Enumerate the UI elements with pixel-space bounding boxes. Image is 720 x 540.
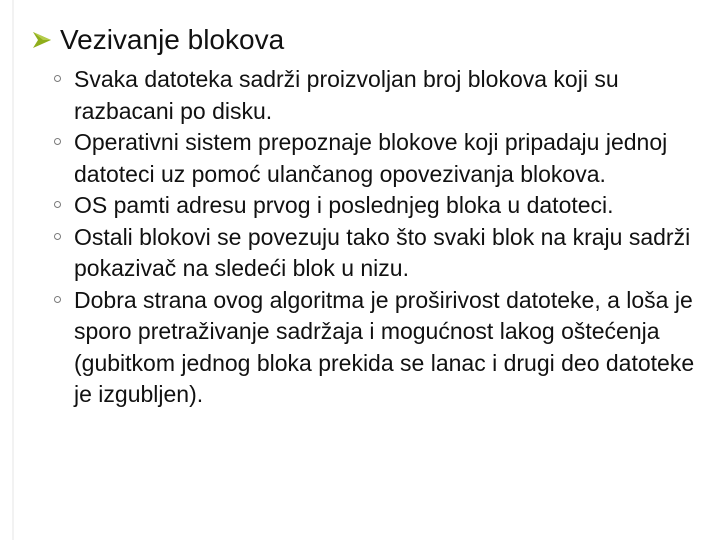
- circle-bullet-icon: [54, 75, 61, 82]
- bullet-item: [50, 127, 710, 190]
- circle-bullet-icon: [54, 233, 61, 240]
- bullet-item: [50, 222, 710, 285]
- bullet-text: Operativni sistem prepoznaje blokove koji pripadaju jednoj datoteci uz pomoć ulančanog opovezivanja blokova.: [74, 129, 668, 187]
- bullet-item: [50, 190, 710, 222]
- bullet-text: Ostali blokovi se povezuju tako što svaki blok na kraju sadrži pokazivač na sledeći blok u nizu.: [74, 223, 691, 281]
- arrow-bullet-icon: [30, 27, 56, 53]
- slide-title-row: [30, 22, 284, 58]
- circle-bullet-icon: [54, 296, 61, 303]
- bullet-item: [50, 64, 710, 127]
- circle-bullet-icon: [54, 138, 61, 145]
- bullet-text: Dobra strana ovog algoritma je proširivost datoteke, a loša je sporo pretraživanje sadržaja i mogućnost lakog oštećenja (gubitkom jednog bloka prekida se lanac i drugi deo datoteke je izgubljen).: [74, 286, 695, 407]
- bullet-item: [50, 285, 710, 411]
- slide-title: Vezivanje blokova: [60, 24, 285, 55]
- circle-bullet-icon: [54, 201, 61, 208]
- bullet-text: OS pamti adresu prvog i poslednjeg bloka u datoteci.: [74, 192, 614, 218]
- bullet-list: [50, 64, 710, 411]
- left-rule: [12, 0, 14, 540]
- bullet-text: Svaka datoteka sadrži proizvoljan broj blokova koji su razbacani po disku.: [74, 66, 619, 124]
